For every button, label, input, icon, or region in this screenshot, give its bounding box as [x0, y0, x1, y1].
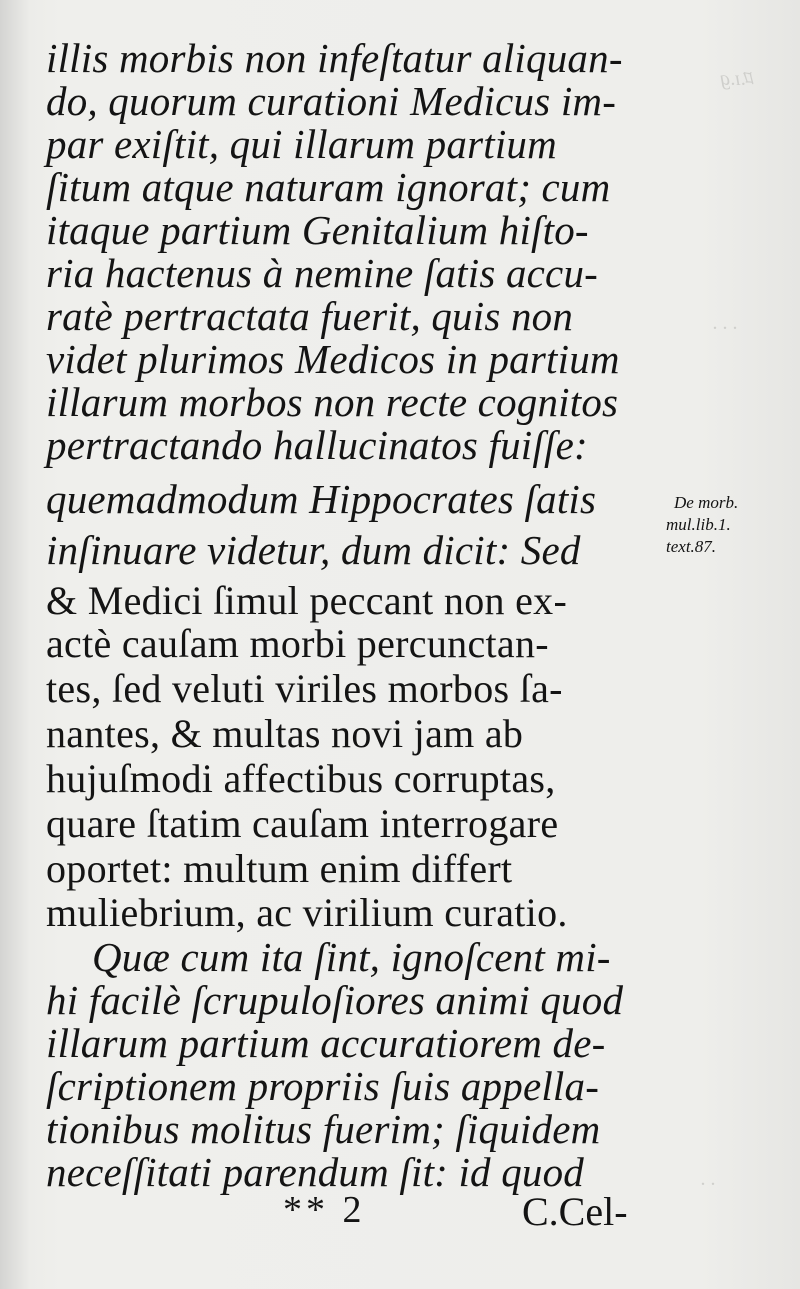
bleed-through-mark: ﾛ.ɪ.g [720, 68, 756, 90]
text-line: oportet: multum enim differt [46, 846, 513, 891]
text-line: tes, ſed veluti viriles morbos ſa- [46, 666, 563, 711]
bleed-through-mark: . . . [712, 312, 737, 334]
text-line: itaque partium Genitalium hiſto- [46, 207, 589, 253]
text-line: ria hactenus à nemine ſatis accu- [46, 250, 599, 296]
text-line: videt plurimos Medicos in partium [46, 336, 620, 382]
text-line: illarum partium accuratiorem de- [46, 1020, 606, 1066]
text-line: illis morbis non infeſtatur aliquan- [46, 35, 623, 81]
text-line: quemadmodum Hippocrates ſatis [46, 476, 597, 522]
signature-mark: ** 2 [283, 1189, 366, 1231]
text-line: ſitum atque naturam ignorat; cum [46, 164, 611, 210]
text-line: Quæ cum ita ſint, ignoſcent mi- [92, 934, 611, 980]
text-line: ſcriptionem propriis ſuis appella- [46, 1063, 600, 1109]
margin-note-line: De morb. [674, 493, 739, 512]
bleed-through-mark: . . [700, 1168, 715, 1190]
text-line: par exiſtit, qui illarum partium [46, 121, 557, 167]
text-line: quare ſtatim cauſam interrogare [46, 801, 559, 846]
page-footer [0, 1188, 800, 1238]
text-line: muliebrium, ac virilium curatio. [46, 890, 568, 935]
text-line: hi facilè ſcrupuloſiores animi quod [46, 977, 624, 1023]
catchword: C.Cel- [522, 1189, 628, 1234]
text-line: ratè pertractata fuerit, quis non [46, 293, 574, 339]
margin-note [666, 492, 796, 558]
text-line: actè cauſam morbi percunctan- [46, 621, 549, 666]
text-line: hujuſmodi affectibus corruptas, [46, 756, 556, 801]
margin-note-line: text.87. [666, 537, 717, 556]
text-line: inſinuare videtur, dum dicit: Sed [46, 527, 581, 573]
text-line: neceſſitati parendum ſit: id quod [46, 1149, 584, 1195]
margin-note-line: mul.lib.1. [666, 515, 731, 534]
text-line: illarum morbos non recte cognitos [46, 379, 619, 425]
text-line: nantes, & multas novi jam ab [46, 711, 524, 756]
text-line: pertractando hallucinatos fuiſſe: [46, 422, 588, 468]
text-line: do, quorum curationi Medicus im- [46, 78, 617, 124]
text-line: tionibus molitus fuerim; ſiquidem [46, 1106, 601, 1152]
text-line: & Medici ſimul peccant non ex- [46, 578, 568, 623]
